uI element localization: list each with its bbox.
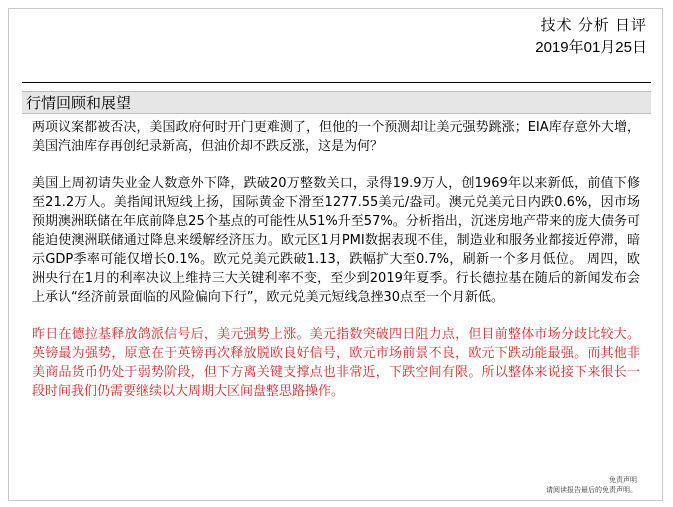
disclaimer-note: 请阅读报告最后的免责声明。 [546,486,637,494]
disclaimer-title: 免责声明 [609,476,637,484]
report-header [535,16,647,58]
report-body [32,118,640,419]
report-type: 技术 分析 日评 [540,17,647,34]
disclaimer-footer [546,475,637,495]
section-header-bar [22,91,651,114]
outlook-paragraph: 昨日在德拉基释放鸽派信号后，美元强势上涨。美元指数突破四日阻力点，但目前整体市场分歧比较大。英镑最为强势，原意在于英镑再次释放脱欧良好信号，欧元市场前景不良，欧元下跌动能最强。而其他非美商品货币仍处于弱势阶段，但下方离关键支撑点也非常近，下跌空间有限。所以整体来说接下来很长一段时间我们仍需要继续以大周期大区间盘整思路操作。 [32,327,640,399]
intro-paragraph: 两项议案都被否决，美国政府何时开门更难测了，但他的一个预测却让美元强势跳涨；EIA库存意外大增，美国汽油库存再创纪录新高，但油价却不跌反涨，这是为何？ [32,120,640,154]
section-title: 行情回顾和展望 [26,94,132,112]
report-date: 2019年01月25日 [535,39,647,56]
market-review-paragraph: 美国上周初请失业金人数意外下降，跌破20万整数关口，录得19.9万人，创1969年以来新低，前值下修至21.2万人。美指闻讯短线上扬，国际黄金下滑至1277.55美元/盎司。澳元兑美元日内跌0.6%，因市场预期澳洲联储在年底前降息25个基点的可能性从51%升至57%。分析指出，沉迷房地产带来的庞大债务可能迫使澳洲联储通过降息来缓解经济压力。欧元区1月PMI数据表现不佳，制造业和服务业都接近停滞，暗示GDP季率可能仅增长0.1%。欧元兑美元跌破1.13，跌幅扩大至0.7%，刷新一个多月低位。 周四，欧洲央行在1月的利率决议上维持三大关键利率不变，至少到2019年夏季。行长德拉基在随后的新闻发布会上承认“经济前景面临的风险偏向下行”，欧元兑美元短线急挫30点至一个月新低。 [32,176,640,305]
header-divider [22,82,651,83]
